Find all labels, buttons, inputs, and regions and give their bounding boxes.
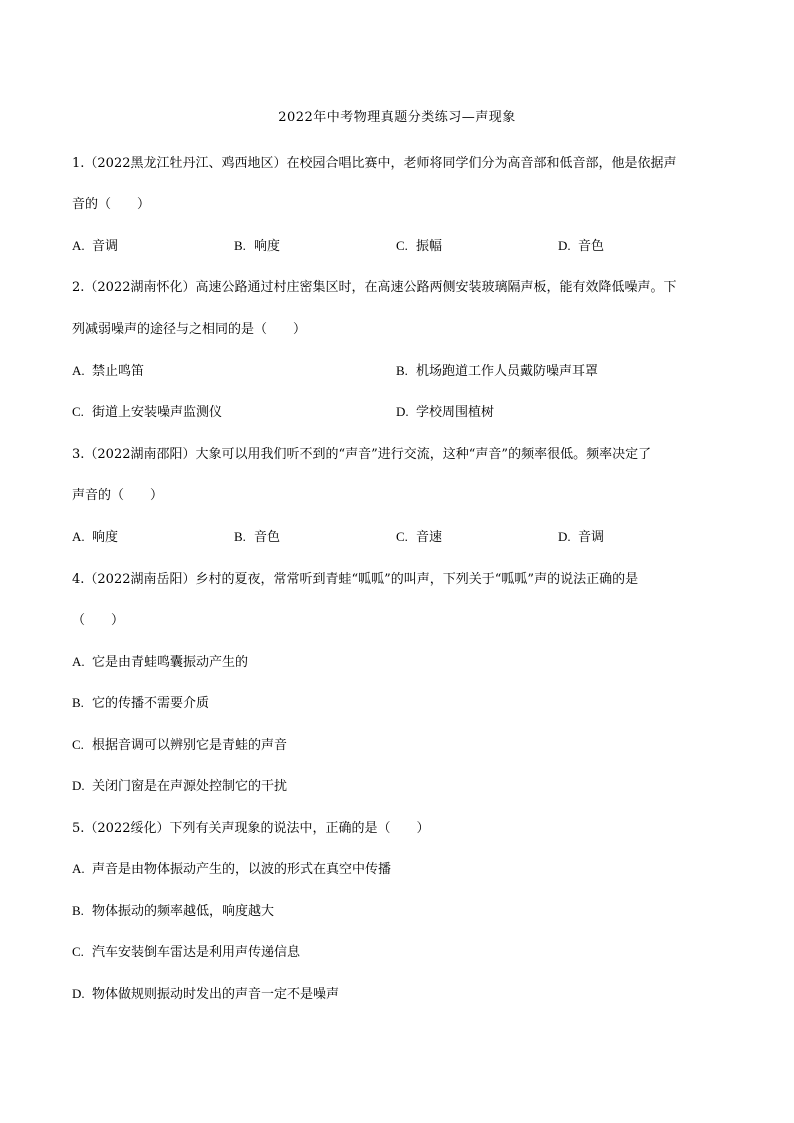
- option-text: 响度: [92, 530, 119, 545]
- option-text: 汽车安装倒车雷达是利用声传递信息: [92, 945, 301, 960]
- option-text: 它是由青蛙鸣囊振动产生的: [92, 655, 249, 670]
- question-5-option-a: [72, 858, 391, 877]
- option-text: 音色: [578, 239, 605, 254]
- question-4-option-b: [72, 692, 209, 711]
- question-2-line-2: 列减弱噪声的途径与之相同的是（ ）: [72, 322, 307, 337]
- option-text: 物体做规则振动时发出的声音一定不是噪声: [92, 987, 340, 1002]
- question-5-line-1: 5.（2022绥化）下列有关声现象的说法中，正确的是（ ）: [72, 821, 430, 836]
- question-4-option-c: [72, 734, 287, 753]
- question-4-line-1: 4.（2022湖南岳阳）乡村的夏夜，常常听到青蛙“呱呱”的叫声，下列关于“呱呱”声的说法正确的是: [72, 572, 639, 587]
- question-2-option-b: [396, 360, 598, 379]
- option-letter: A.: [72, 238, 85, 253]
- option-letter: D.: [396, 404, 409, 419]
- question-3-option-d: [558, 526, 604, 545]
- option-letter: B.: [234, 238, 246, 253]
- option-text: 根据音调可以辨别它是青蛙的声音: [92, 738, 288, 753]
- option-text: 物体振动的频率越低，响度越大: [92, 904, 275, 919]
- option-letter: D.: [72, 778, 85, 793]
- option-letter: C.: [72, 944, 84, 959]
- question-1-line-1: 1.（2022黑龙江牡丹江、鸡西地区）在校园合唱比赛中，老师将同学们分为高音部和低音部，他是依据声: [72, 156, 677, 171]
- question-2-option-c: [72, 401, 222, 420]
- question-5-option-c: [72, 941, 300, 960]
- option-letter: D.: [72, 986, 85, 1001]
- document-title: 2022年中考物理真题分类练习—声现象: [278, 110, 516, 125]
- question-5-option-d: [72, 983, 339, 1002]
- option-text: 街道上安装噪声监测仪: [92, 405, 223, 420]
- option-letter: A.: [72, 861, 85, 876]
- option-text: 禁止鸣笛: [92, 364, 145, 379]
- question-3-line-1: 3.（2022湖南邵阳）大象可以用我们听不到的“声音”进行交流，这种“声音”的频率很低。频率决定了: [72, 447, 652, 462]
- option-letter: C.: [396, 238, 408, 253]
- option-letter: C.: [396, 529, 408, 544]
- question-3-option-a: [72, 526, 118, 545]
- option-letter: A.: [72, 654, 85, 669]
- question-2-option-a: [72, 360, 144, 379]
- option-text: 它的传播不需要介质: [92, 696, 210, 711]
- question-4-option-d: [72, 775, 287, 794]
- question-1-option-d: [558, 235, 604, 254]
- option-text: 学校周围植树: [416, 405, 495, 420]
- option-text: 音调: [578, 530, 605, 545]
- option-text: 音速: [416, 530, 443, 545]
- option-text: 响度: [254, 239, 281, 254]
- option-text: 声音是由物体振动产生的，以波的形式在真空中传播: [92, 862, 392, 877]
- option-letter: A.: [72, 363, 85, 378]
- question-3-option-b: [234, 526, 280, 545]
- option-letter: B.: [234, 529, 246, 544]
- question-3-line-2: 声音的（ ）: [72, 488, 164, 503]
- question-1-line-2: 音的（ ）: [72, 197, 151, 212]
- question-3-option-c: [396, 526, 442, 545]
- question-5-option-b: [72, 900, 274, 919]
- option-text: 音调: [92, 239, 119, 254]
- option-letter: D.: [558, 529, 571, 544]
- question-4-option-a: [72, 651, 248, 670]
- question-1-option-b: [234, 235, 280, 254]
- option-letter: D.: [558, 238, 571, 253]
- question-1-option-a: [72, 235, 118, 254]
- option-text: 振幅: [416, 239, 443, 254]
- question-4-line-2: （ ）: [72, 613, 125, 628]
- question-2-line-1: 2.（2022湖南怀化）高速公路通过村庄密集区时，在高速公路两侧安装玻璃隔声板，能有效降低噪声。下: [72, 280, 677, 295]
- option-letter: C.: [72, 404, 84, 419]
- option-letter: B.: [72, 695, 84, 710]
- option-text: 机场跑道工作人员戴防噪声耳罩: [416, 364, 599, 379]
- option-text: 关闭门窗是在声源处控制它的干扰: [92, 779, 288, 794]
- question-2-option-d: [396, 401, 494, 420]
- option-letter: A.: [72, 529, 85, 544]
- option-text: 音色: [254, 530, 281, 545]
- question-1-option-c: [396, 235, 442, 254]
- option-letter: B.: [396, 363, 408, 378]
- option-letter: C.: [72, 737, 84, 752]
- option-letter: B.: [72, 903, 84, 918]
